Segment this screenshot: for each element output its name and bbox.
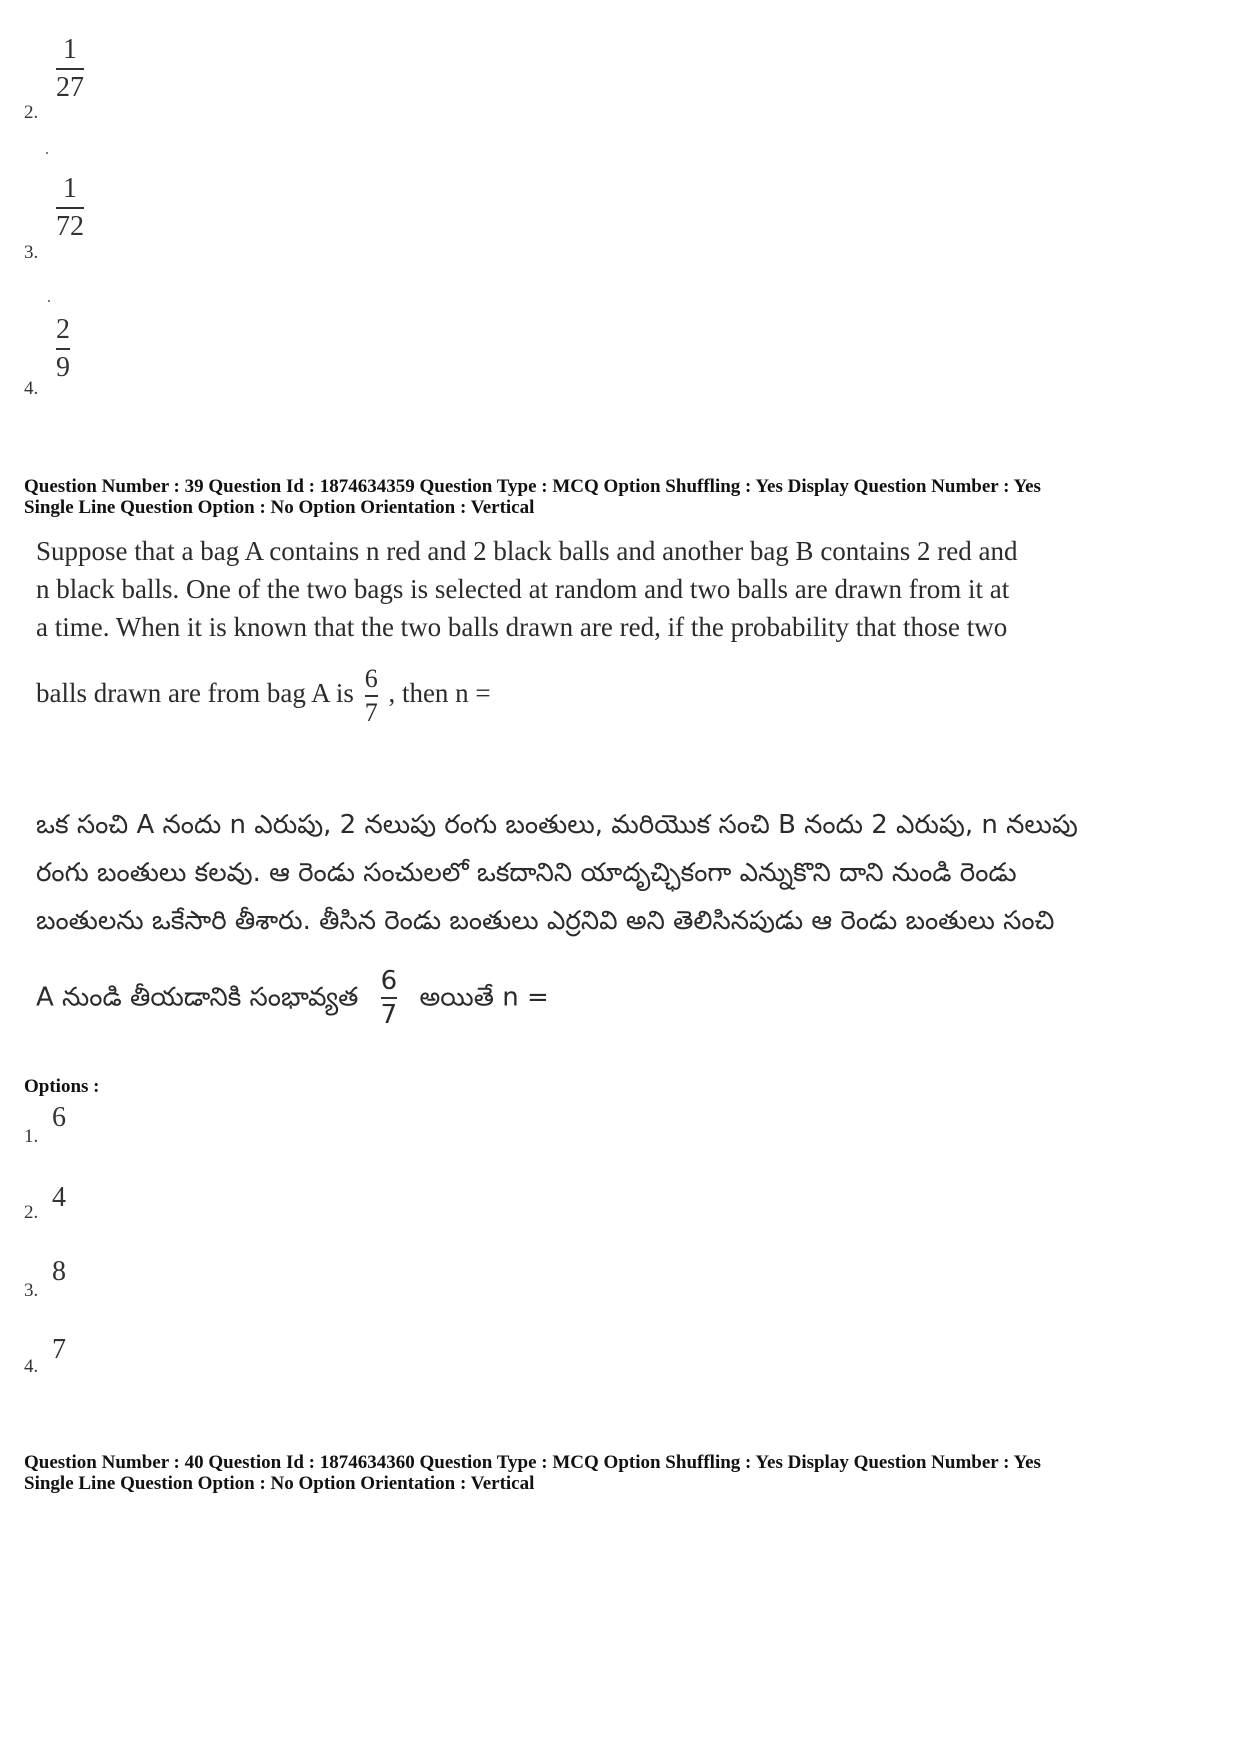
- denominator: 9: [56, 352, 70, 383]
- fraction-bar: [56, 68, 84, 70]
- denominator: 7: [380, 1000, 398, 1030]
- question-line: అయితే n =: [419, 982, 549, 1013]
- question-line: A నుండి తీయడానికి సంభావ్యత: [36, 982, 359, 1013]
- options-label: Options :: [24, 1076, 100, 1097]
- question-line: balls drawn are from bag A is: [36, 678, 354, 709]
- question-line: రంగు బంతులు కలవు. ఆ రెండు సంచులలో ఒకదానిని యాదృచ్ఛికంగా ఎన్నుకొని దాని నుండి రెండు: [36, 858, 1017, 888]
- fraction: [381, 968, 398, 1028]
- fraction-bar: [56, 207, 84, 209]
- question-line: బంతులను ఒకేసారి తీశారు. తీసిన రెండు బంతులు ఎర్రనివి అని తెలిసినపుడు ఆ రెండు బంతులు సంచి: [36, 906, 1055, 936]
- fraction: [56, 36, 84, 102]
- fraction: [56, 175, 84, 241]
- fraction: [56, 316, 70, 382]
- fraction: [365, 666, 378, 726]
- numerator: 1: [63, 34, 77, 65]
- fraction-bar: [56, 348, 70, 350]
- question-line-with-fraction: [36, 968, 1216, 1028]
- option-value: 7: [52, 1334, 66, 1365]
- question-text-telugu: [36, 810, 1216, 1028]
- artifact-dot: [46, 152, 48, 154]
- question-line: a time. When it is known that the two balls drawn are red, if the probability that those two: [36, 612, 1008, 642]
- option-value: 4: [52, 1182, 66, 1213]
- numerator: 2: [56, 314, 70, 345]
- numerator: 1: [63, 173, 77, 204]
- option-value: 6: [52, 1102, 66, 1133]
- question-line: Suppose that a bag A contains n red and 2 black balls and another bag B contains 2 red and: [36, 536, 1018, 566]
- meta-line-2: Single Line Question Option : No Option Orientation : Vertical: [24, 1473, 535, 1494]
- option-number: 2.: [24, 1202, 39, 1223]
- meta-line-2: Single Line Question Option : No Option Orientation : Vertical: [24, 497, 535, 518]
- denominator: 27: [56, 72, 84, 103]
- numerator: 6: [380, 966, 398, 996]
- meta-line-1: Question Number : 39 Question Id : 1874634359 Question Type : MCQ Option Shuffling : Yes Display Question Number : Yes: [24, 476, 1041, 497]
- option-number: 1.: [24, 1126, 39, 1147]
- option-number: 4.: [24, 378, 39, 399]
- denominator: 7: [364, 698, 378, 727]
- denominator: 72: [56, 211, 84, 242]
- option-number: 3.: [24, 1280, 39, 1301]
- question-line-with-fraction: [36, 666, 1216, 726]
- fraction-bar: [365, 695, 378, 697]
- option-number: 2.: [24, 102, 39, 123]
- artifact-dot: [48, 300, 50, 302]
- question-40-meta: [24, 1452, 1224, 1494]
- question-line: ఒక సంచి A నందు n ఎరుపు, 2 నలుపు రంగు బంతులు, మరియొక సంచి B నందు 2 ఎరుపు, n నలుపు: [36, 810, 1078, 840]
- option-number: 3.: [24, 242, 39, 263]
- question-text-english: [36, 532, 1216, 726]
- option-value: 8: [52, 1256, 66, 1287]
- question-39-meta: [24, 476, 1224, 518]
- numerator: 6: [364, 664, 378, 693]
- option-number: 4.: [24, 1356, 39, 1377]
- question-line: n black balls. One of the two bags is selected at random and two balls are drawn from it at: [36, 574, 1010, 604]
- question-line: , then n =: [388, 678, 491, 709]
- meta-line-1: Question Number : 40 Question Id : 1874634360 Question Type : MCQ Option Shuffling : Yes Display Question Number : Yes: [24, 1452, 1041, 1473]
- fraction-bar: [381, 997, 398, 999]
